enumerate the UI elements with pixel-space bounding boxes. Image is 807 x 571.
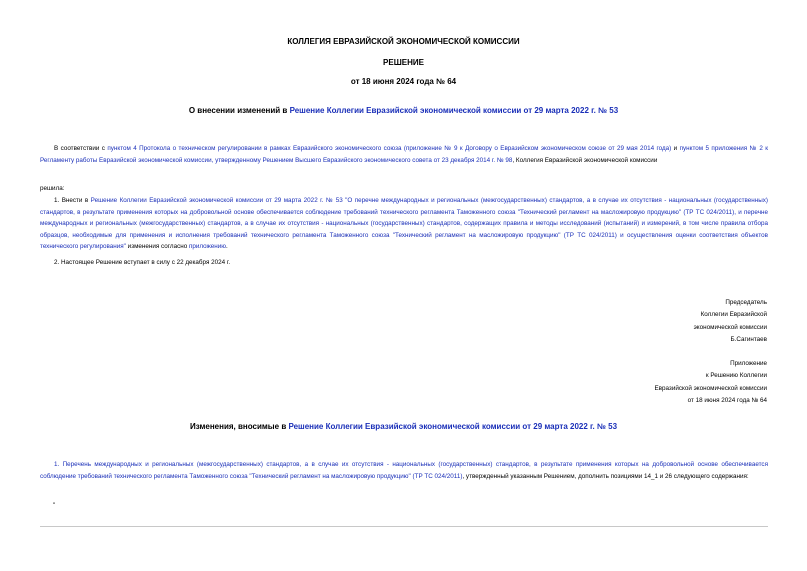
preamble-text-3: , Коллегия Евразийской экономической комиссии	[512, 156, 658, 164]
changes-title-prefix: Изменения, вносимые в	[189, 422, 289, 431]
changes-title	[0, 422, 807, 431]
changes-decision-link[interactable]: Решение Коллегии Евразийской экономической комиссии от 29 марта 2022 г. № 53	[288, 422, 618, 431]
change-1-paragraph	[40, 459, 768, 482]
protocol-link[interactable]: пунктом 4 Протокола о техническом регулировании в рамках Евразийского экономического союза (приложение № 9 к Договору о Евразийском экономическом союзе от 29 мая 2014 года)	[107, 145, 672, 152]
preamble-text-1: В соответствии с	[54, 145, 108, 152]
document-title-prefix: О внесении изменений в	[188, 106, 290, 115]
signature-line: Председатель	[725, 299, 767, 306]
appendix-line: Приложение	[730, 360, 767, 367]
document-title	[0, 106, 807, 115]
signature-line: Коллегии Евразийской	[700, 311, 767, 319]
standards-list-link[interactable]: 1. Перечень международных и региональных (межгосударственных) стандартов, а в случае их отсутствия - национальных (государственных) стандартов, в результате применения которых на добровольной основе обеспечивается соблюдение требований технического регламента Таможенного союза "Технический регламент на масложировую продукцию" (ТР ТС 024/2011)	[40, 461, 768, 480]
regulation-link[interactable]: пунктом 5 приложения № 2 к Регламенту работы Евразийской экономической комиссии, утвержденному Решением Высшего Евразийского экономического совета от 23 декабря 2014 г. № 98	[40, 145, 768, 164]
appendix-line: Евразийской экономической комиссии	[654, 384, 767, 392]
doc-type-heading: РЕШЕНИЕ	[383, 58, 424, 67]
appendix-link[interactable]: приложению	[188, 243, 227, 250]
preamble-paragraph	[40, 143, 768, 166]
org-heading: КОЛЛЕГИЯ ЕВРАЗИЙСКОЙ ЭКОНОМИЧЕСКОЙ КОМИССИИ	[287, 37, 520, 46]
signature-block	[694, 297, 767, 346]
preamble-text-2: и	[671, 145, 680, 152]
amended-decision-link[interactable]: Решение Коллегии Евразийской экономической комиссии от 29 марта 2022 г. № 53	[289, 106, 619, 115]
item-1-text-2: изменения согласно	[125, 243, 189, 250]
appendix-reference-block	[654, 358, 767, 407]
item-1-text-3: .	[226, 243, 228, 250]
bottom-divider	[40, 526, 768, 527]
appendix-line: от 18 июня 2024 года № 64	[687, 396, 767, 404]
resolved-label: решила:	[40, 185, 65, 192]
item-1-text-1: 1. Внести в	[54, 197, 91, 204]
decision-53-link[interactable]: Решение Коллегии Евразийской экономической комиссии от 29 марта 2022 г. № 53 "О перечне международных и региональных (межгосударственных) стандартов, а в случае их отсутствия - национальных (государственных) стандартов, в результате применения которых на добровольной основе обеспечивается соблюдение требований технического регламента Таможенного союза "Технический регламент на масложировую продукцию" (ТР ТС 024/2011), и перечне международных и региональных (межгосударственных) стандартов, а в случае их отсутствия - национальных (государственных) стандартов, содержащих правила и методы исследований (испытаний) и измерений, в том числе правила отбора образцов, необходимые для применения и исполнения требований технического регламента Таможенного союза "Технический регламент на масложировую продукцию" (ТР ТС 024/2011) и осуществления оценки соответствия объектов технического регулирования"	[40, 197, 768, 250]
signature-line: экономической комиссии	[693, 323, 767, 331]
doc-date-number: от 18 июня 2024 года № 64	[350, 77, 457, 86]
signature-name: Б.Сагинтаев	[730, 335, 767, 343]
item-1-paragraph	[40, 195, 768, 253]
change-1-text: , утвержденный указанным Решением, дополнить позициями 14_1 и 26 следующего содержания:	[462, 472, 749, 480]
item-2-paragraph: 2. Настоящее Решение вступает в силу с 22 декабря 2024 г.	[54, 259, 231, 266]
opening-quote: "	[53, 502, 56, 509]
appendix-line: к Решению Коллегии	[705, 372, 767, 380]
